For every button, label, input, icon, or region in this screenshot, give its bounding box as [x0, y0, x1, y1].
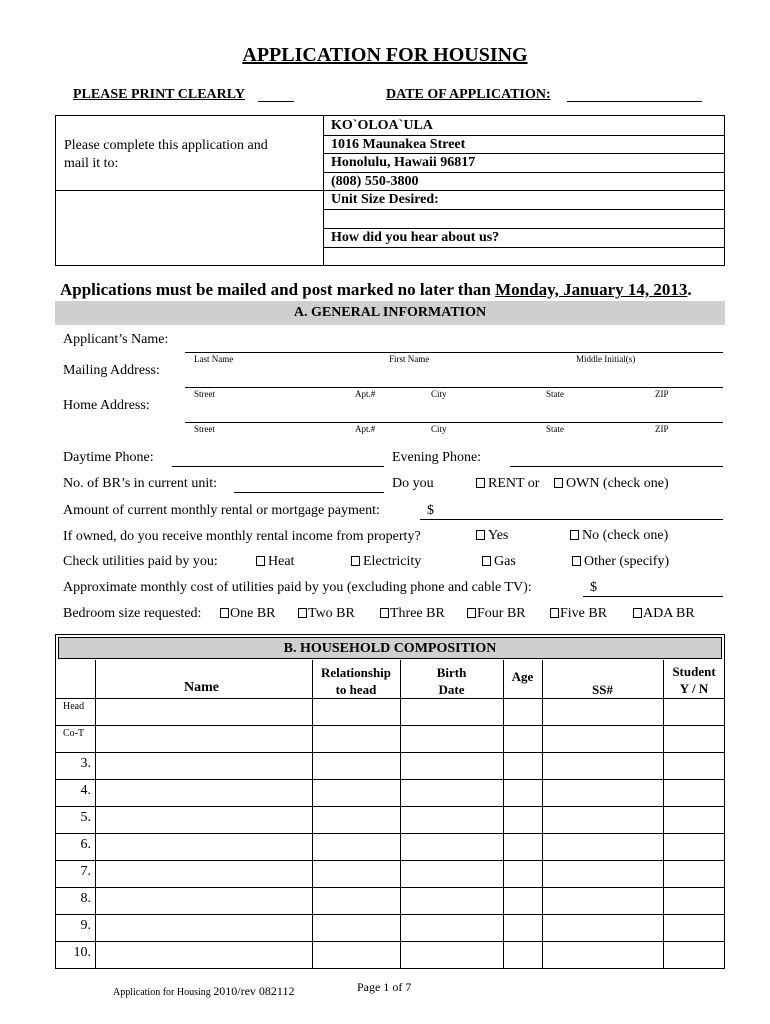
- monthly-payment-field[interactable]: [437, 503, 723, 519]
- evening-phone-line: [510, 466, 723, 467]
- num-br-field[interactable]: [234, 476, 384, 492]
- heat-checkbox[interactable]: [256, 556, 265, 566]
- mail-row-line: [323, 135, 725, 136]
- monthly-payment-dollar: $: [427, 503, 434, 518]
- rental-income-yes-label: Yes: [488, 528, 509, 543]
- utility-cost-label: Approximate monthly cost of utilities paid by you (excluding phone and cable TV):: [63, 580, 532, 595]
- home-state-caption: State: [546, 424, 564, 434]
- agency-street: 1016 Maunakea Street: [331, 137, 466, 152]
- br-option-four[interactable]: [467, 606, 526, 622]
- mail-row-line: [323, 190, 725, 191]
- br-two-label: Two BR: [308, 606, 355, 621]
- col-student-header-2: Y / N: [679, 681, 709, 696]
- other-utility-checkbox[interactable]: [572, 556, 581, 566]
- row-label-3: 3.: [80, 756, 91, 771]
- agency-name: KO`OLOA`ULA: [331, 118, 433, 133]
- form-id-label: Application for Housing: [113, 987, 214, 998]
- br-option-three[interactable]: [380, 606, 445, 622]
- mail-box-left-split: [55, 190, 323, 191]
- mailing-apt-caption: Apt.#: [355, 389, 376, 399]
- mailing-address-label: Mailing Address:: [63, 363, 160, 378]
- row-line: [55, 941, 725, 942]
- other-utility-option[interactable]: [572, 554, 669, 570]
- mail-row-line: [323, 228, 725, 229]
- row-label-cotenant: Co-T: [63, 728, 85, 739]
- col-line: [542, 660, 543, 969]
- mailing-address-line: [185, 387, 723, 388]
- br-five-label: Five BR: [560, 606, 608, 621]
- col-ss-header: SS#: [592, 682, 613, 697]
- electricity-option[interactable]: [351, 554, 421, 570]
- applicant-name-field[interactable]: [185, 336, 723, 352]
- page-title: APPLICATION FOR HOUSING: [242, 44, 528, 66]
- rental-income-label: If owned, do you receive monthly rental income from property?: [63, 529, 421, 544]
- unit-size-field[interactable]: [450, 192, 720, 208]
- deadline-prefix: Applications must be mailed and post marked no later than: [60, 280, 496, 299]
- row-label-6: 6.: [80, 837, 91, 852]
- row-label-10: 10.: [73, 945, 91, 960]
- mailing-city-caption: City: [431, 389, 447, 399]
- rental-income-yes-checkbox[interactable]: [476, 530, 485, 540]
- col-line: [312, 660, 313, 969]
- agency-city: Honolulu, Hawaii 96817: [331, 155, 476, 170]
- row-line: [55, 887, 725, 888]
- date-of-application-field[interactable]: [567, 85, 702, 101]
- date-of-application-label: DATE OF APPLICATION:: [386, 87, 551, 102]
- br-option-two[interactable]: [298, 606, 355, 622]
- home-address-label: Home Address:: [63, 398, 150, 413]
- mailing-address-field[interactable]: [185, 370, 723, 386]
- row-line: [55, 914, 725, 915]
- applicant-name-label: Applicant’s Name:: [63, 332, 169, 347]
- own-option[interactable]: [554, 476, 669, 492]
- form-id: [113, 982, 294, 1000]
- utility-cost-field[interactable]: [600, 580, 723, 596]
- print-clearly-underline: [258, 101, 294, 102]
- unit-size-label: Unit Size Desired:: [331, 192, 439, 207]
- br-four-label: Four BR: [477, 606, 526, 621]
- col-student-header-1: Student: [672, 664, 716, 679]
- daytime-phone-line: [172, 466, 384, 467]
- col-birth-header-1: Birth: [436, 665, 467, 680]
- bedroom-size-label: Bedroom size requested:: [63, 606, 202, 621]
- mailing-zip-caption: ZIP: [655, 389, 669, 399]
- row-label-5: 5.: [80, 810, 91, 825]
- heat-option[interactable]: [256, 554, 294, 570]
- br-ada-checkbox[interactable]: [633, 608, 642, 618]
- monthly-payment-label: Amount of current monthly rental or mortgage payment:: [63, 503, 380, 518]
- br-two-checkbox[interactable]: [298, 608, 307, 618]
- utilities-label: Check utilities paid by you:: [63, 554, 218, 569]
- utility-cost-line: [583, 596, 723, 597]
- form-id-revision: 2010/rev 082112: [213, 984, 295, 998]
- home-street-caption: Street: [194, 424, 215, 434]
- rental-income-no-label: No (check one): [582, 528, 669, 543]
- br-three-label: Three BR: [390, 606, 445, 621]
- row-label-8: 8.: [80, 891, 91, 906]
- mail-row-line: [323, 172, 725, 173]
- gas-option[interactable]: [482, 554, 516, 570]
- home-address-field[interactable]: [185, 405, 723, 421]
- first-name-caption: First Name: [389, 354, 430, 364]
- evening-phone-label: Evening Phone:: [392, 450, 482, 465]
- mail-instructions: Please complete this application and mail it to:: [64, 138, 268, 171]
- col-line: [663, 660, 664, 969]
- last-name-caption: Last Name: [194, 354, 234, 364]
- row-line: [55, 806, 725, 807]
- hear-about-field[interactable]: [520, 230, 720, 246]
- own-checkbox[interactable]: [554, 478, 563, 488]
- col-birth-header-2: Date: [438, 682, 465, 697]
- col-name-header: Name: [184, 680, 219, 695]
- mailing-street-caption: Street: [194, 389, 215, 399]
- mail-row-line: [323, 209, 725, 210]
- print-clearly-label: PLEASE PRINT CLEARLY: [73, 87, 245, 102]
- deadline-suffix: .: [687, 280, 692, 299]
- col-line: [400, 660, 401, 969]
- row-label-9: 9.: [80, 918, 91, 933]
- applicant-name-line: [185, 352, 723, 353]
- br-ada-label: ADA BR: [643, 606, 695, 621]
- row-line: [55, 860, 725, 861]
- utility-cost-dollar: $: [590, 580, 597, 595]
- col-line: [95, 660, 96, 969]
- mail-row-line: [323, 153, 725, 154]
- rent-label: RENT or: [488, 476, 540, 491]
- row-line: [55, 698, 725, 699]
- col-age-header: Age: [511, 669, 534, 684]
- do-you-label: Do you: [392, 476, 434, 491]
- col-line: [503, 660, 504, 969]
- deadline-date: Monday, January 14, 2013: [495, 280, 688, 299]
- home-apt-caption: Apt.#: [355, 424, 376, 434]
- br-option-ada[interactable]: [633, 606, 695, 622]
- row-label-head: Head: [63, 701, 85, 712]
- row-line: [55, 752, 725, 753]
- rent-checkbox[interactable]: [476, 478, 485, 488]
- electricity-label: Electricity: [363, 554, 422, 569]
- rent-option[interactable]: [476, 476, 539, 492]
- row-line: [55, 725, 725, 726]
- home-zip-caption: ZIP: [655, 424, 669, 434]
- row-label-4: 4.: [80, 783, 91, 798]
- br-option-one[interactable]: [220, 606, 276, 622]
- evening-phone-field[interactable]: [510, 450, 723, 466]
- mailing-state-caption: State: [546, 389, 564, 399]
- br-five-checkbox[interactable]: [550, 608, 559, 618]
- gas-checkbox[interactable]: [482, 556, 491, 566]
- daytime-phone-label: Daytime Phone:: [63, 450, 154, 465]
- date-of-application-underline: [567, 101, 702, 102]
- row-line: [55, 833, 725, 834]
- row-label-7: 7.: [80, 864, 91, 879]
- num-br-line: [234, 492, 384, 493]
- page-number: Page 1 of 7: [357, 980, 412, 994]
- home-address-line: [185, 422, 723, 423]
- gas-label: Gas: [494, 554, 516, 569]
- br-four-checkbox[interactable]: [467, 608, 476, 618]
- agency-phone: (808) 550-3800: [331, 174, 419, 189]
- deadline-notice: [60, 280, 692, 300]
- num-br-label: No. of BR’s in current unit:: [63, 476, 217, 491]
- daytime-phone-field[interactable]: [172, 450, 384, 466]
- rental-income-no-option[interactable]: [570, 528, 668, 544]
- row-line: [55, 779, 725, 780]
- rental-income-yes-option[interactable]: [476, 528, 508, 544]
- own-label: OWN (check one): [566, 476, 669, 491]
- col-relationship-header-1: Relationship: [320, 665, 392, 680]
- section-b-header: B. HOUSEHOLD COMPOSITION: [58, 637, 722, 659]
- col-relationship-header-2: to head: [335, 682, 377, 697]
- other-utility-label: Other (specify): [584, 554, 670, 569]
- hear-about-label: How did you hear about us?: [331, 230, 500, 245]
- heat-label: Heat: [268, 554, 295, 569]
- section-a-header: A. GENERAL INFORMATION: [55, 301, 725, 325]
- electricity-checkbox[interactable]: [351, 556, 360, 566]
- br-option-five[interactable]: [550, 606, 607, 622]
- home-city-caption: City: [431, 424, 447, 434]
- br-one-checkbox[interactable]: [220, 608, 229, 618]
- middle-initial-caption: Middle Initial(s): [576, 354, 636, 364]
- br-one-label: One BR: [230, 606, 276, 621]
- monthly-payment-line: [420, 519, 723, 520]
- rental-income-no-checkbox[interactable]: [570, 530, 579, 540]
- br-three-checkbox[interactable]: [380, 608, 389, 618]
- mail-row-line: [323, 247, 725, 248]
